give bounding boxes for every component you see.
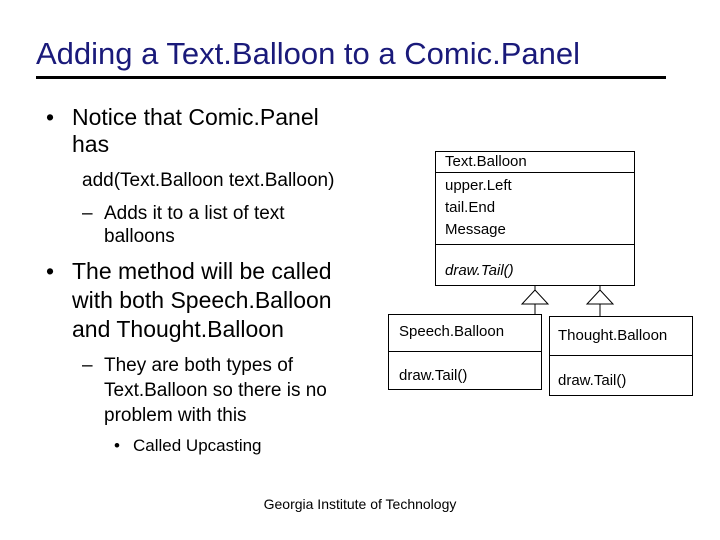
sub-bullet-2-line-2: Text.Balloon so there is no <box>104 380 327 401</box>
sub-bullet-1-marker: – <box>82 203 93 224</box>
inheritance-arrowhead-speech <box>522 290 548 304</box>
sub-bullet-1-line-2: balloons <box>104 226 175 247</box>
uml-method: draw.Tail() <box>399 367 468 384</box>
sub-sub-bullet-text: Called Upcasting <box>133 436 262 455</box>
uml-field: Message <box>445 221 506 238</box>
uml-class-name: Speech.Balloon <box>399 323 505 340</box>
sub-bullet-2-line-3: problem with this <box>104 405 247 426</box>
bullet-2-line-2: with both Speech.Balloon <box>72 287 332 313</box>
sub-bullet-1-line-1: Adds it to a list of text <box>104 203 285 224</box>
uml-method: draw.Tail() <box>558 372 627 389</box>
sub-sub-bullet-marker: • <box>114 436 120 455</box>
uml-field: upper.Left <box>445 177 512 194</box>
bullet-1-line-1: Notice that Comic.Panel <box>72 104 319 130</box>
inheritance-arrowhead-thought <box>587 290 613 304</box>
bullet-2-line-1: The method will be called <box>72 258 332 284</box>
uml-class-name: Thought.Balloon <box>558 327 668 344</box>
bullet-1-line-2: has <box>72 131 110 157</box>
method-signature: add(Text.Balloon text.Balloon) <box>82 170 335 191</box>
bullet-2-line-3: and Thought.Balloon <box>72 316 284 342</box>
sub-bullet-2-line-1: They are both types of <box>104 355 294 376</box>
uml-method: draw.Tail() <box>445 262 514 279</box>
uml-class-name: Text.Balloon <box>445 153 527 170</box>
uml-field: tail.End <box>445 199 496 216</box>
bullet-2-marker: • <box>46 258 55 284</box>
footer-text: Georgia Institute of Technology <box>263 496 457 512</box>
sub-bullet-2-marker: – <box>82 355 93 376</box>
bullet-1-marker: • <box>46 104 55 130</box>
slide-title: Adding a Text.Balloon to a Comic.Panel <box>36 36 580 71</box>
